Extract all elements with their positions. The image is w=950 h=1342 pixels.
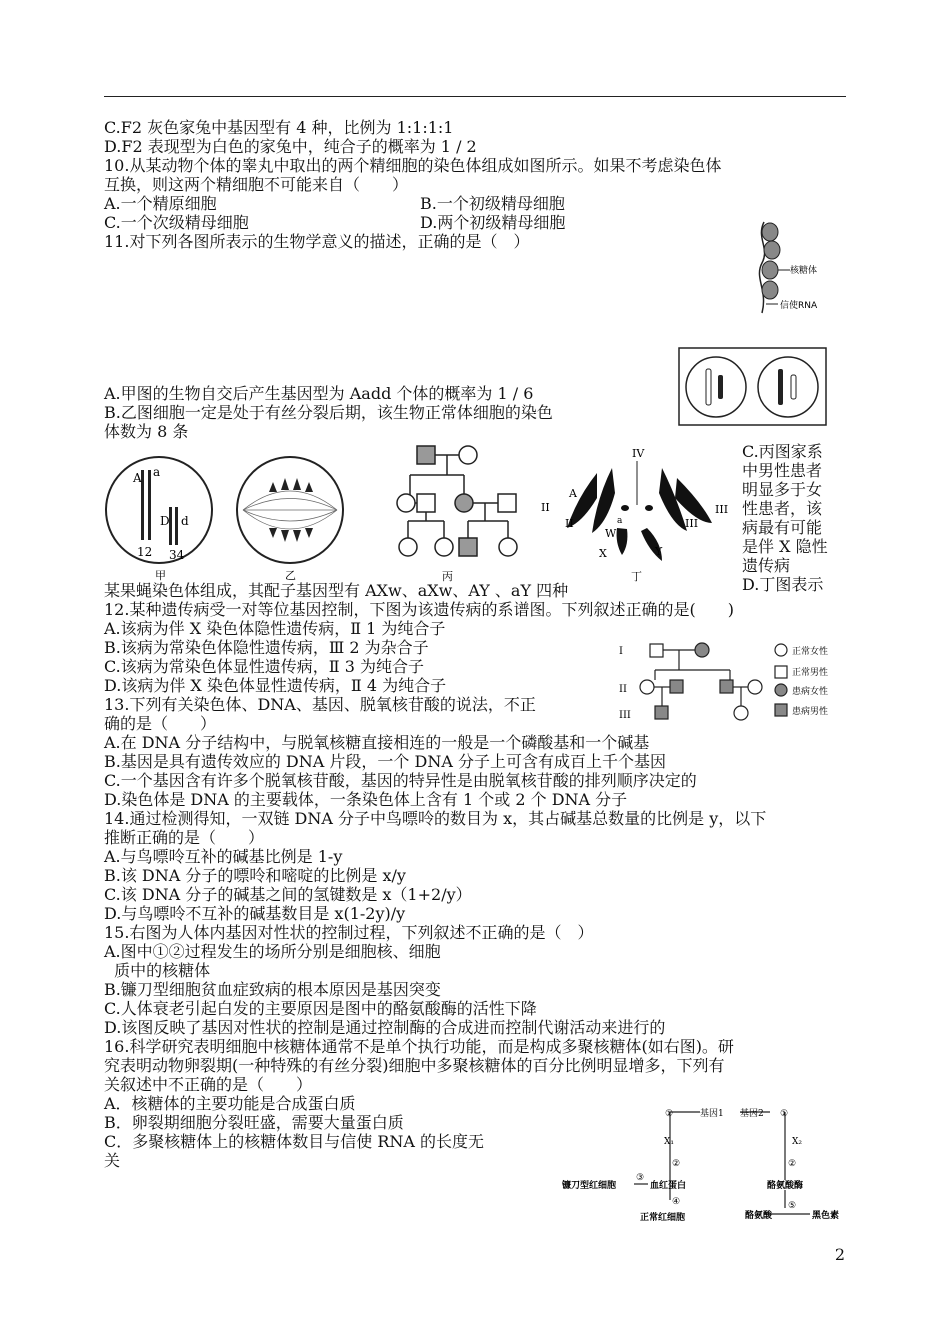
svg-text:X₁: X₁ bbox=[664, 1137, 675, 1147]
legend-affected-female: 患病女性 bbox=[792, 687, 829, 697]
q14-option-a: A.与鸟嘌呤互补的碱基比例是 1-y bbox=[104, 847, 343, 866]
q10-option-b: B.一个初级精母细胞 bbox=[420, 194, 565, 213]
q10-option-d: D.两个初级精母细胞 bbox=[420, 213, 566, 232]
svg-text:①: ① bbox=[665, 1109, 674, 1119]
q10-stem-1: 10.从某动物个体的睾丸中取出的两个精细胞的染色体组成如图所示。如果不考虑染色体 bbox=[104, 156, 722, 175]
svg-text:血红蛋白: 血红蛋白 bbox=[650, 1181, 687, 1191]
q11-option-c-column: C.丙图家系 中男性患者 明显多于女 性患者，该 病最有可能 是伴 X 隐性 遗传病 D.丁图表示 bbox=[742, 442, 828, 594]
svg-text:A: A bbox=[133, 471, 142, 485]
svg-text:黑色素: 黑色素 bbox=[812, 1211, 840, 1221]
q14-stem-2: 推断正确的是（ ） bbox=[104, 828, 265, 847]
q10-option-a: A.一个精原细胞 bbox=[104, 194, 217, 213]
svg-text:a: a bbox=[153, 465, 161, 479]
figure-bing bbox=[370, 443, 530, 583]
q12-pedigree-figure bbox=[615, 640, 865, 736]
polyribosome-figure bbox=[752, 218, 842, 318]
q13-option-a: A.在 DNA 分子结构中，与脱氧核糖直接相连的一般是一个磷酸基和一个碱基 bbox=[104, 733, 650, 752]
q12-option-c: C.该病为常染色体显性遗传病，Ⅱ 3 为纯合子 bbox=[104, 657, 424, 676]
q11-option-b-2: 体数为 8 条 bbox=[104, 422, 189, 441]
q12-option-b: B.该病为常染色体隐性遗传病，Ⅲ 2 为杂合子 bbox=[104, 638, 429, 657]
q9-option-c: C.F2 灰色家兔中基因型有 4 种，比例为 1:1:1:1 bbox=[104, 118, 454, 137]
q15-option-a-2: 质中的核糖体 bbox=[104, 961, 211, 980]
figure-yi bbox=[233, 452, 348, 582]
q15-option-d: D.该图反映了基因对性状的控制是通过控制酶的合成进而控制代谢活动来进行的 bbox=[104, 1018, 666, 1037]
figure-jia bbox=[103, 452, 218, 582]
q11-option-d-2: 某果蝇染色体组成，其配子基因型有 AXw、aXw、AY 、aY 四种 bbox=[104, 581, 569, 600]
q16-stem-2: 究表明动物卵裂期(一种特殊的有丝分裂)细胞中多聚核糖体的百分比例明显增多，下列有 bbox=[104, 1056, 725, 1075]
q16-stem-1: 16.科学研究表明细胞中核糖体通常不是单个执行功能，而是构成多聚核糖体(如右图)。研 bbox=[104, 1037, 734, 1056]
q13-option-b: B.基因是具有遗传效应的 DNA 片段，一个 DNA 分子上可含有成百上千个基因 bbox=[104, 752, 666, 771]
svg-text:酪氨酸酶: 酪氨酸酶 bbox=[767, 1181, 804, 1191]
svg-text:IV: IV bbox=[632, 447, 645, 460]
q12-option-d: D.该病为伴 X 染色体显性遗传病，Ⅱ 4 为纯合子 bbox=[104, 676, 447, 695]
q16-option-c-2: 关 bbox=[104, 1151, 121, 1170]
svg-text:正常红细胞: 正常红细胞 bbox=[640, 1213, 686, 1223]
q11-stem: 11.对下列各图所表示的生物学意义的描述，正确的是（ ） bbox=[104, 232, 530, 251]
ribosome-label: 核糖体 bbox=[790, 266, 818, 276]
q14-option-b: B.该 DNA 分子的嘌呤和嘧啶的比例是 x/y bbox=[104, 866, 406, 885]
svg-text:34: 34 bbox=[169, 548, 185, 562]
q16-stem-3: 关叙述中不正确的是（ ） bbox=[104, 1075, 313, 1094]
svg-text:II: II bbox=[619, 684, 627, 695]
legend-normal-female: 正常女性 bbox=[792, 647, 829, 657]
figure-bing-label: 丙 bbox=[442, 570, 453, 583]
svg-text:④: ④ bbox=[672, 1197, 681, 1207]
q9-option-d: D.F2 表现型为白色的家兔中，纯合子的概率为 1 / 2 bbox=[104, 137, 477, 156]
q15-stem: 15.右图为人体内基因对性状的控制过程，下列叙述不正确的是（ ） bbox=[104, 923, 594, 942]
svg-text:D: D bbox=[160, 514, 170, 528]
svg-text:③: ③ bbox=[636, 1173, 645, 1183]
page-number: 2 bbox=[834, 1245, 845, 1264]
svg-text:A: A bbox=[569, 487, 577, 500]
legend-normal-male: 正常男性 bbox=[792, 668, 829, 678]
q15-option-b: B.镰刀型细胞贫血症致病的根本原因是基因突变 bbox=[104, 980, 441, 999]
q14-option-d: D.与鸟嘌呤不互补的碱基数目是 x(1-2y)/y bbox=[104, 904, 406, 923]
svg-text:基因1: 基因1 bbox=[700, 1109, 724, 1119]
svg-text:III: III bbox=[685, 517, 699, 530]
q14-option-c: C.该 DNA 分子的碱基之间的氢键数是 x（1+2/y） bbox=[104, 885, 472, 904]
q15-option-c: C.人体衰老引起白发的主要原因是图中的酪氨酸酶的活性下降 bbox=[104, 999, 537, 1018]
svg-text:II: II bbox=[565, 517, 574, 530]
svg-text:12: 12 bbox=[137, 545, 153, 559]
q14-stem-1: 14.通过检测得知，一双链 DNA 分子中鸟嘌呤的数目为 x，其占碱基总数量的比例是 y，以下 bbox=[104, 809, 767, 828]
q10-stem-2: 互换，则这两个精细胞不可能来自（ ） bbox=[104, 175, 409, 194]
svg-text:镰刀型红细胞: 镰刀型红细胞 bbox=[562, 1181, 617, 1191]
q10-options-ab bbox=[104, 194, 846, 213]
figure-jia-label: 甲 bbox=[155, 569, 166, 582]
svg-text:III: III bbox=[619, 710, 631, 721]
q16-option-a: A．核糖体的主要功能是合成蛋白质 bbox=[104, 1094, 356, 1113]
q12-option-a: A.该病为伴 X 染色体隐性遗传病，Ⅱ 1 为纯合子 bbox=[104, 619, 446, 638]
svg-text:d: d bbox=[181, 514, 189, 528]
q16-option-b: B．卵裂期细胞分裂旺盛，需要大量蛋白质 bbox=[104, 1113, 404, 1132]
q13-option-c: C.一个基因含有许多个脱氧核苷酸，基因的特异性是由脱氧核苷酸的排列顺序决定的 bbox=[104, 771, 697, 790]
figure-ding-label: 丁 bbox=[631, 570, 642, 583]
svg-text:酪氨酸: 酪氨酸 bbox=[745, 1211, 773, 1221]
q13-option-d: D.染色体是 DNA 的主要载体，一条染色体上含有 1 个或 2 个 DNA 分子 bbox=[104, 790, 628, 809]
mrna-label: 信使RNA bbox=[780, 301, 818, 311]
svg-text:W: W bbox=[605, 527, 617, 540]
svg-text:X₂: X₂ bbox=[792, 1137, 803, 1147]
q11-option-b-1: B.乙图细胞一定是处于有丝分裂后期，该生物正常体细胞的染色 bbox=[104, 403, 553, 422]
svg-text:Y: Y bbox=[655, 545, 663, 558]
q16-option-c-1: C．多聚核糖体上的核糖体数目与信使 RNA 的长度无 bbox=[104, 1132, 485, 1151]
svg-text:I: I bbox=[619, 646, 623, 657]
svg-text:a: a bbox=[617, 516, 623, 526]
figure-ding bbox=[537, 443, 737, 583]
svg-text:①: ① bbox=[780, 1109, 789, 1119]
svg-text:X: X bbox=[599, 547, 607, 560]
q15-option-a-1: A.图中①②过程发生的场所分别是细胞核、细胞 bbox=[104, 942, 441, 961]
q13-stem-2: 确的是（ ） bbox=[104, 714, 217, 733]
q13-stem-1: 13.下列有关染色体、DNA、基因、脱氧核苷酸的说法，不正 bbox=[104, 695, 536, 714]
svg-text:②: ② bbox=[672, 1159, 681, 1169]
svg-text:②: ② bbox=[788, 1159, 797, 1169]
figure-yi-label: 乙 bbox=[285, 569, 296, 582]
legend-affected-male: 患病男性 bbox=[792, 707, 829, 717]
svg-text:基因2: 基因2 bbox=[740, 1109, 764, 1119]
q12-stem: 12.某种遗传病受一对等位基因控制，下图为该遗传病的系谱图。下列叙述正确的是( ) bbox=[104, 600, 734, 619]
gene-control-flowchart bbox=[560, 1100, 860, 1226]
sperm-cells-figure bbox=[678, 347, 828, 427]
svg-text:II: II bbox=[541, 501, 550, 514]
q10-options-cd bbox=[104, 213, 846, 232]
header-rule bbox=[104, 96, 846, 97]
svg-text:III: III bbox=[715, 503, 729, 516]
svg-text:⑤: ⑤ bbox=[788, 1201, 797, 1211]
q10-option-c: C.一个次级精母细胞 bbox=[104, 213, 249, 232]
q11-option-a: A.甲图的生物自交后产生基因型为 Aadd 个体的概率为 1 / 6 bbox=[104, 384, 534, 403]
